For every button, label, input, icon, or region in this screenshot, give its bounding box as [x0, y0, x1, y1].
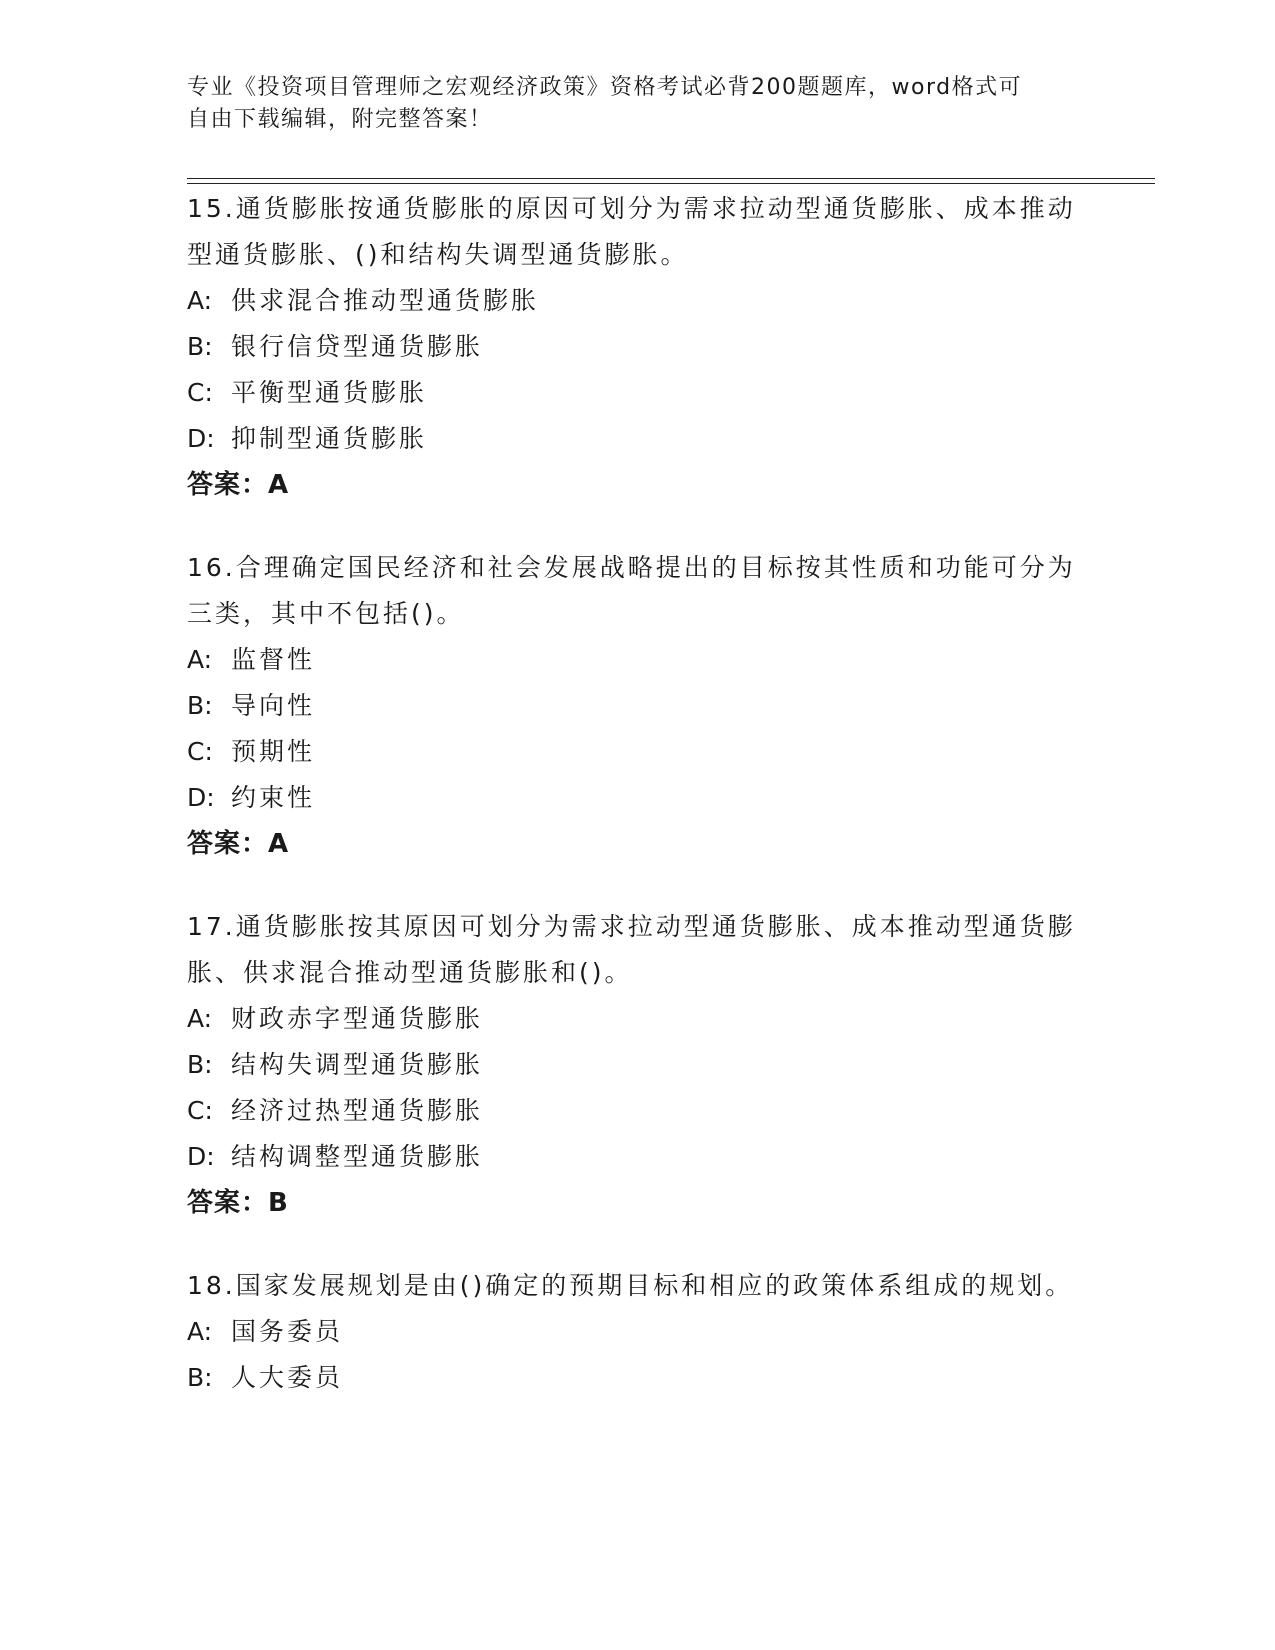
header-line-1: 专业《投资项目管理师之宏观经济政策》资格考试必背200题题库，word格式可	[187, 75, 1023, 100]
option-key: A:	[187, 286, 213, 315]
option-text: 平衡型通货膨胀	[231, 378, 428, 407]
option-b	[187, 1042, 1077, 1088]
option-a	[187, 1309, 1077, 1355]
option-d	[187, 1134, 1077, 1180]
option-a	[187, 996, 1077, 1042]
question-17	[187, 904, 1077, 1226]
option-key: A:	[187, 1004, 213, 1033]
question-16	[187, 545, 1077, 867]
option-text: 预期性	[231, 737, 316, 766]
option-text: 结构失调型通货膨胀	[231, 1050, 484, 1079]
option-text: 监督性	[231, 645, 316, 674]
option-text: 银行信贷型通货膨胀	[231, 332, 484, 361]
option-text: 经济过热型通货膨胀	[231, 1096, 484, 1125]
option-c	[187, 1088, 1077, 1134]
option-text: 供求混合推动型通货膨胀	[231, 286, 540, 315]
question-stem: 15.通货膨胀按通货膨胀的原因可划分为需求拉动型通货膨胀、成本推动型通货膨胀、()和结构失调型通货膨胀。	[187, 194, 1076, 269]
option-a	[187, 637, 1077, 683]
option-text: 约束性	[231, 783, 316, 812]
option-key: A:	[187, 1317, 213, 1346]
option-text: 结构调整型通货膨胀	[231, 1142, 484, 1171]
document-header	[187, 72, 1067, 136]
answer: 答案：A	[187, 829, 290, 859]
option-d	[187, 416, 1077, 462]
option-a	[187, 278, 1077, 324]
option-key: D:	[187, 783, 215, 812]
question-15	[187, 186, 1077, 508]
option-key: D:	[187, 1142, 215, 1171]
question-stem: 18.国家发展规划是由()确定的预期目标和相应的政策体系组成的规划。	[187, 1271, 1074, 1300]
option-text: 国务委员	[231, 1317, 344, 1346]
option-d	[187, 775, 1077, 821]
option-key: C:	[187, 1096, 213, 1125]
option-c	[187, 370, 1077, 416]
option-key: C:	[187, 378, 213, 407]
option-key: B:	[187, 691, 213, 720]
option-b	[187, 683, 1077, 729]
question-stem: 17.通货膨胀按其原因可划分为需求拉动型通货膨胀、成本推动型通货膨胀、供求混合推动型通货膨胀和()。	[187, 912, 1076, 987]
option-key: B:	[187, 1050, 213, 1079]
option-key: B:	[187, 1363, 213, 1392]
question-stem: 16.合理确定国民经济和社会发展战略提出的目标按其性质和功能可分为三类，其中不包括()。	[187, 553, 1076, 628]
answer: 答案：A	[187, 470, 290, 500]
option-key: B:	[187, 332, 213, 361]
option-b	[187, 324, 1077, 370]
option-key: A:	[187, 645, 213, 674]
option-text: 人大委员	[231, 1363, 344, 1392]
header-line-2: 自由下载编辑，附完整答案！	[187, 107, 493, 132]
header-divider-top	[187, 178, 1155, 179]
header-divider-bottom	[187, 183, 1155, 184]
option-key: D:	[187, 424, 215, 453]
option-text: 抑制型通货膨胀	[231, 424, 428, 453]
question-18	[187, 1263, 1077, 1401]
option-text: 财政赤字型通货膨胀	[231, 1004, 484, 1033]
option-text: 导向性	[231, 691, 316, 720]
option-c	[187, 729, 1077, 775]
option-b	[187, 1355, 1077, 1401]
option-key: C:	[187, 737, 213, 766]
answer: 答案：B	[187, 1188, 289, 1218]
